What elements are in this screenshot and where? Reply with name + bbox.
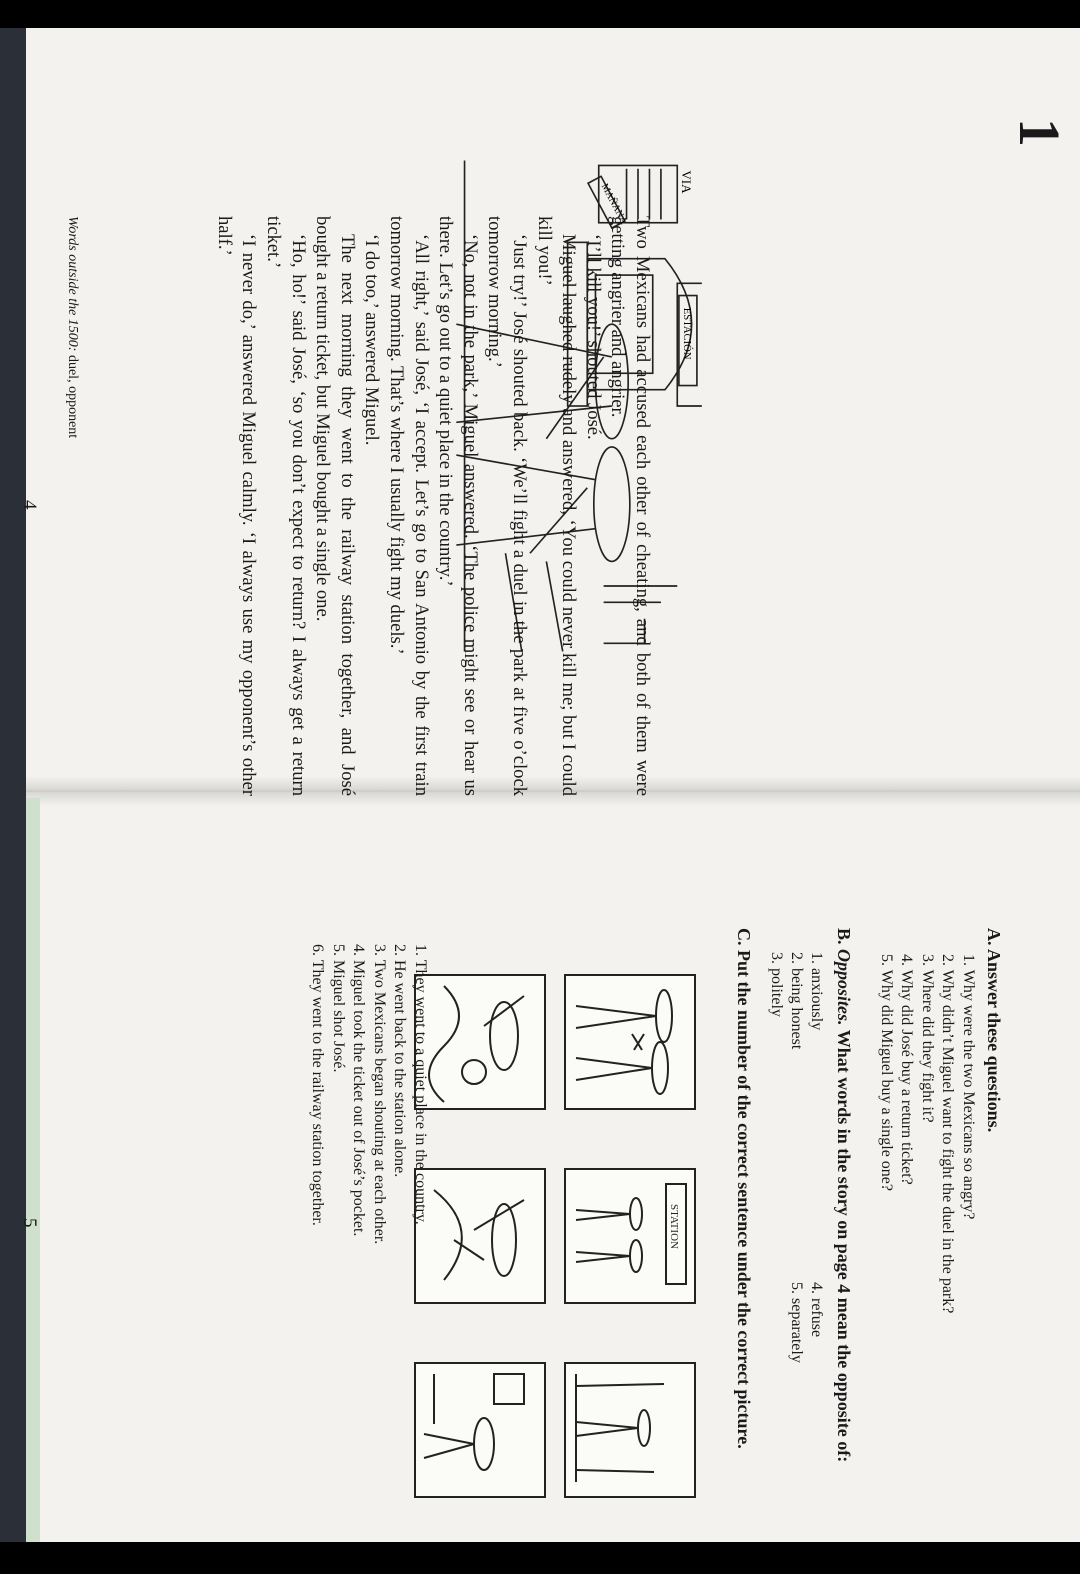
sentence-item: 5. Miguel shot José. — [330, 944, 347, 1073]
station-sign-text: ESTACIÓN — [680, 307, 692, 360]
question-item: 4. Why did José buy a return ticket? — [898, 954, 916, 1185]
section-b — [768, 928, 856, 1538]
chapter-number: 1 — [1007, 118, 1072, 147]
picture-5 — [564, 1362, 696, 1498]
picture-1 — [564, 974, 696, 1110]
opposite-item: 2. being honest — [788, 952, 805, 1050]
sentence-item: 2. He went back to the station alone. — [391, 944, 409, 1178]
rotated-spread — [0, 28, 1080, 1542]
sentence-item: 1. They went to a quiet place in the country. — [412, 944, 429, 1225]
opposite-item: 1. anxiously — [808, 952, 825, 1031]
picture-4 — [414, 1168, 546, 1304]
page-number-left: 4 — [19, 500, 40, 510]
picture-3 — [564, 1168, 696, 1304]
picture-country — [570, 1364, 694, 1492]
picture-alone — [420, 1364, 544, 1492]
picture-6 — [414, 1362, 546, 1498]
question-list — [876, 954, 979, 1528]
section-c — [732, 928, 756, 1528]
picture-shouting — [570, 976, 694, 1104]
story-paragraph: ‘All right,’ said José, ‘I accept. Let’s go to San Antonio by the first train tomorrow morning. That’s where I usually fight my duels.’ — [386, 216, 432, 796]
picture-2 — [414, 974, 546, 1110]
sign-left-text: VIA — [679, 170, 695, 194]
story-paragraph: The next morning they went to the railway station together, and José bought a return ticket, but Miguel bought a single one. — [312, 216, 358, 796]
story-paragraph: ‘I’ll kill you!’ shouted José. — [582, 234, 604, 440]
picture-grid — [402, 974, 702, 1514]
sign-mid-text: MAÑANA — [598, 181, 630, 226]
picture-pocket — [420, 1170, 544, 1298]
sentence-list — [307, 944, 430, 1244]
section-b-title: Opposites. — [834, 949, 854, 1026]
question-item: 2. Why didn’t Miguel want to fight the duel in the park? — [939, 954, 957, 1314]
question-item: 5. Why did Miguel buy a single one? — [878, 954, 895, 1191]
story-paragraph: ‘I do too,’ answered Miguel. — [361, 234, 383, 446]
picture-station — [570, 1170, 694, 1298]
opposites-list — [766, 952, 826, 1363]
sentence-item: 3. Two Mexicans began shouting at each other. — [371, 944, 388, 1245]
question-item: 3. Where did they fight it? — [919, 954, 936, 1123]
right-page — [0, 798, 1080, 1542]
footnote — [64, 216, 80, 438]
section-b-heading — [832, 928, 856, 1538]
section-b-letter: B. — [834, 928, 854, 945]
footnote-label: Words outside the 1500: — [65, 216, 80, 352]
sentence-item: 6. They went to the railway station together. — [309, 944, 327, 1226]
opposite-item: 5. separately — [788, 1282, 805, 1363]
left-page — [0, 28, 1080, 796]
section-a-heading: A. Answer these questions. — [984, 928, 1004, 1133]
book-spread — [0, 28, 1080, 1542]
sentence-item: 4. Miguel took the ticket out of José’s pocket. — [350, 944, 368, 1237]
story-paragraph: ‘Ho, ho!’ said José, ‘so you don’t expect to return? I always get a return ticket.’ — [263, 216, 309, 796]
story-text — [211, 216, 654, 796]
opposite-item: 4. refuse — [808, 1282, 825, 1338]
section-c-heading: C. Put the number of the correct sentence under the correct picture. — [734, 928, 754, 1449]
page-number-right: 5 — [19, 1218, 40, 1228]
station-picture-text: STATION — [668, 1204, 680, 1249]
section-a — [876, 928, 1007, 1528]
footnote-words: duel, opponent — [65, 354, 80, 439]
story-paragraph: ‘No, not in the park,’ Miguel answered. ‘The police might see or hear us there. Let’s go out to a quiet place in the country.’ — [435, 216, 481, 796]
story-paragraph: ‘Just try!’ José shouted back. ‘We’ll fight a duel in the park at five o’clock tomorrow morning.’ — [484, 216, 531, 796]
question-item: 1. Why were the two Mexicans so angry? — [960, 954, 977, 1220]
story-paragraph: ‘I never do,’ answered Miguel calmly. ‘I always use my opponent’s other half.’ — [213, 216, 260, 796]
story-paragraph: Miguel laughed rudely and answered, ‘You could never kill me; but I could kill you!’ — [533, 216, 580, 796]
picture-shot — [420, 976, 544, 1104]
story-paragraph: Two Mexicans had accused each other of cheating, and both of them were getting angrier and angrier. — [607, 216, 653, 796]
section-b-instruction: What words in the story on page 4 mean the opposite of: — [834, 1029, 854, 1463]
opposite-item: 3. politely — [768, 952, 785, 1017]
